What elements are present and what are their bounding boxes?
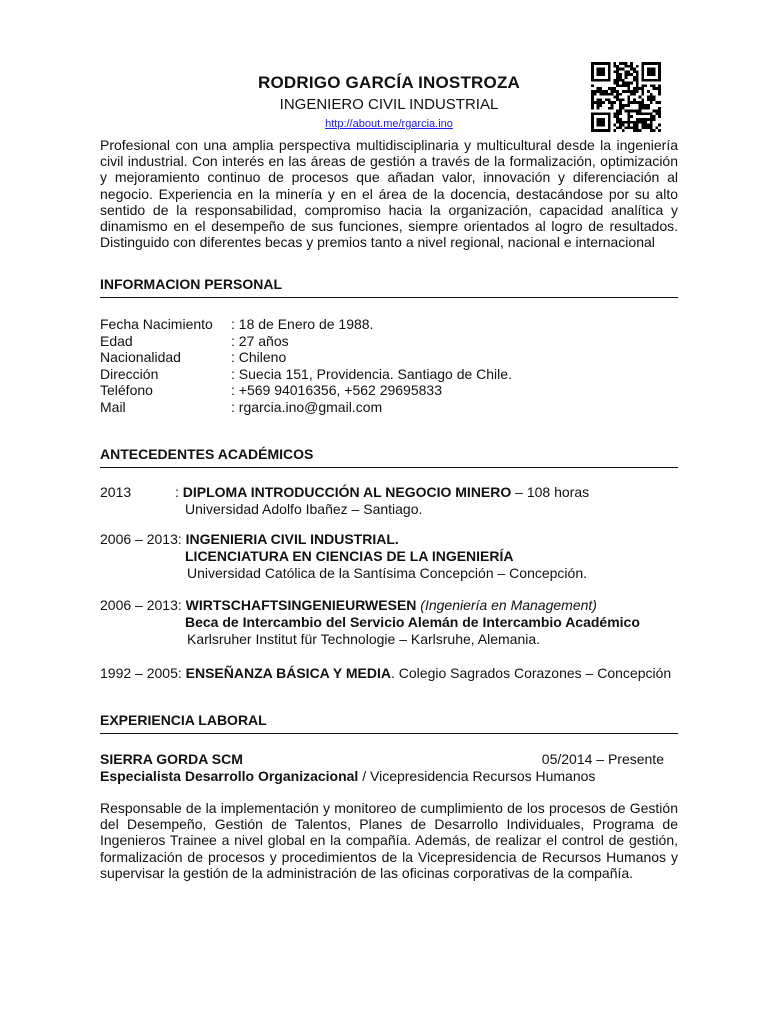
personal-label: Nacionalidad: [100, 349, 181, 365]
education-year: 1992 – 2005:: [100, 665, 186, 681]
education-title: WIRTSCHAFTSINGENIEURWESEN: [185, 597, 417, 613]
education-extra: – 108 horas: [511, 484, 590, 500]
education-institution: Universidad Adolfo Ibañez – Santiago.: [185, 500, 423, 517]
education-separator: :: [175, 484, 183, 500]
section-academic: [100, 446, 678, 468]
education-entry: [100, 531, 690, 581]
education-title: ENSEÑANZA BÁSICA Y MEDIA: [185, 665, 391, 681]
education-year: 2006 – 2013:: [100, 597, 186, 613]
candidate-profession: INGENIERO CIVIL INDUSTRIAL: [279, 96, 499, 113]
education-title: DIPLOMA INTRODUCCIÓN AL NEGOCIO MINERO: [182, 484, 512, 500]
job-description: Responsable de la implementación y monitoreo de cumplimiento de los procesos de Gestión del Desempeño, Gestión de Talentos, Planes de Desarrollo Individuales, Programa de Ingenieros Trainee a nivel global en la compañía. Además, de realizar el control de gestión, formalización de procesos y procedimientos de la Vicepresidencia de Recursos Humanos y supervisar la gestión de la administración de las oficinas corporativas de la compañía.: [100, 800, 678, 881]
personal-row: [100, 399, 512, 416]
section-heading: INFORMACION PERSONAL: [100, 276, 282, 292]
education-entry: [100, 597, 690, 647]
job-entry: [100, 751, 678, 784]
section-heading: ANTECEDENTES ACADÉMICOS: [100, 446, 314, 462]
profile-link[interactable]: http://about.me/rgarcia.ino: [325, 118, 453, 130]
personal-row: [100, 382, 512, 399]
personal-label: Teléfono: [100, 382, 153, 398]
section-personal-info: [100, 276, 678, 298]
education-title: LICENCIATURA EN CIENCIAS DE LA INGENIERÍA: [185, 547, 514, 564]
personal-row: [100, 333, 512, 350]
education-scholarship: Beca de Intercambio del Servicio Alemán de Intercambio Académico: [185, 613, 640, 630]
personal-label: Dirección: [100, 365, 159, 382]
qr-code-icon: [591, 62, 661, 132]
personal-value: : rgarcia.ino@gmail.com: [231, 398, 383, 415]
personal-info-list: [100, 316, 512, 415]
personal-label: Fecha Nacimiento: [100, 316, 213, 332]
education-entry: [100, 484, 690, 518]
education-institution: Karlsruher Institut für Technologie – Karlsruhe, Alemania.: [187, 630, 541, 647]
education-year: 2013: [100, 484, 132, 500]
professional-summary: Profesional con una amplia perspectiva multidisciplinaria y multicultural desde la ingeniería civil industrial. Con interés en las áreas de gestión a través de la formalización, optimización y mejoramiento continuo de procesos que añadan valor, innovación y diferenciación al negocio. Experiencia en la minería y en el área de la docencia, destacándose por su alto sentido de la responsabilidad, compromiso hacia la organización, capacidad analítica y dinamismo en el desempeño de sus funciones, siempre orientados al logro de resultados. Distinguido con diferentes becas y premios tanto a nivel regional, nacional e internacional: [100, 137, 678, 251]
personal-value: : +569 94016356, +562 29695833: [231, 382, 442, 398]
education-title: INGENIERIA CIVIL INDUSTRIAL.: [185, 531, 399, 547]
education-note: (Ingeniería en Management): [416, 597, 597, 613]
job-role: Especialista Desarrollo Organizacional: [100, 767, 359, 784]
section-heading: EXPERIENCIA LABORAL: [100, 712, 267, 728]
education-institution: . Colegio Sagrados Corazones – Concepción: [391, 665, 672, 681]
education-institution: Universidad Católica de la Santísima Concepción – Concepción.: [187, 564, 587, 581]
personal-value: : Chileno: [231, 349, 287, 365]
job-company: SIERRA GORDA SCM: [100, 751, 243, 767]
job-department: / Vicepresidencia Recursos Humanos: [358, 767, 596, 784]
job-dates: 05/2014 – Presente: [541, 751, 664, 767]
personal-row: [100, 366, 512, 383]
personal-label: Edad: [100, 332, 133, 349]
personal-value: : 27 años: [231, 332, 289, 349]
personal-row: [100, 349, 512, 366]
education-year: 2006 – 2013:: [100, 531, 186, 547]
education-entry: [100, 665, 690, 682]
personal-label: Mail: [100, 398, 126, 415]
candidate-name: RODRIGO GARCÍA INOSTROZA: [258, 73, 520, 92]
personal-value: : 18 de Enero de 1988.: [231, 316, 374, 332]
personal-row: [100, 316, 512, 333]
personal-value: : Suecia 151, Providencia. Santiago de Chile.: [231, 365, 512, 382]
section-experience: [100, 712, 678, 734]
